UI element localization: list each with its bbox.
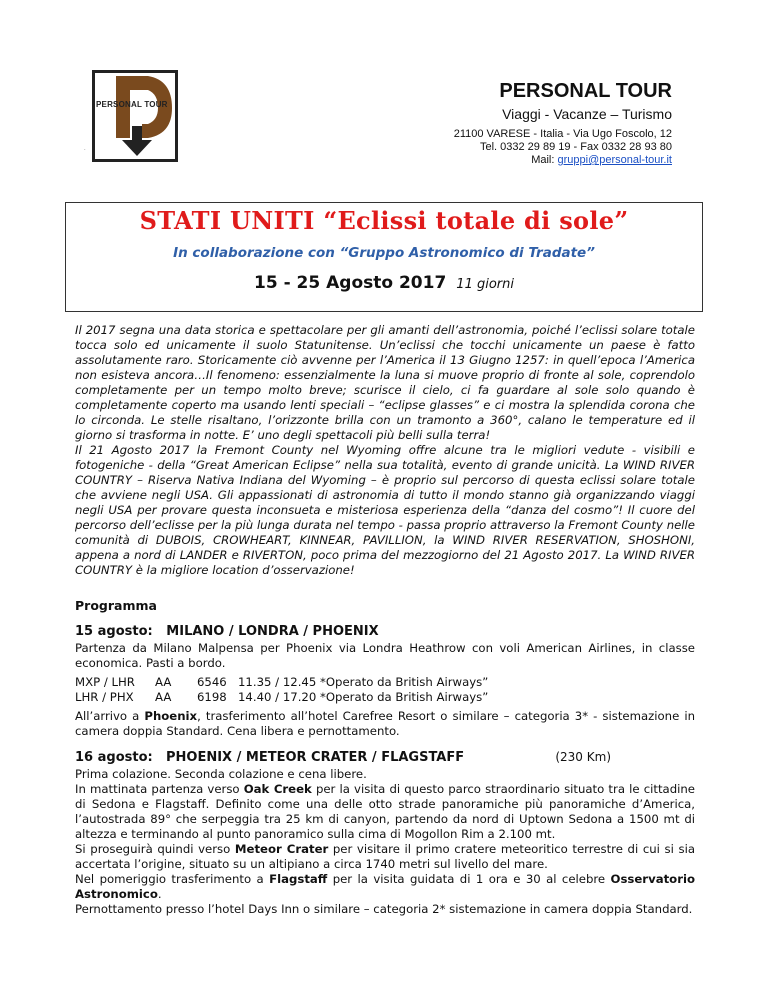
day-text: All’arrivo a Phoenix, trasferimento all’hotel Carefree Resort o similare – categoria 3* - sistemazione in camera doppia Standard. Cena libera e pernottamento. bbox=[75, 709, 695, 738]
intro-paragraph: Il 21 Agosto 2017 la Fremont County nel Wyoming offre alcune tra le migliori vedute - visibili e fotogeniche - della “Great American Eclipse” nella sua totalità, evento di grande unicità. La WIND RIVER COUNTRY – Riserva Nativa Indiana del Wyoming – è proprio sul percorso di questa eclissi solare totale che avviene negli USA. Gli appassionati di astronomia di tutto il mondo stanno già organizzando viaggi negli USA per provare questa inconsueta e misteriosa esperienza della “danza del cosmo”! Il cuore del percorso dell’eclisse per la più lunga durata nel tempo - passa proprio attraverso la Fremont County nelle comunità di DUBOIS, CROWHEART, KINNEAR, PAVILLION, la WIND RIVER RESERVATION, SHOSHONI, appena a nord di LANDER e RIVERTON, poco prima del mezzogiorno del 21 Agosto 2017. La WIND RIVER COUNTRY è la migliore location d’osservazione! bbox=[75, 443, 695, 577]
intro-text bbox=[75, 323, 695, 578]
day-text: Pernottamento presso l’hotel Days Inn o similare – categoria 2* sistemazione in camera doppia Standard. bbox=[75, 902, 693, 916]
day-date: 16 agosto: bbox=[75, 750, 153, 765]
title-box bbox=[65, 202, 703, 312]
company-tagline: Viaggi - Vacanze – Turismo bbox=[502, 106, 672, 122]
logo-graphic bbox=[92, 70, 178, 162]
day-text: In mattinata partenza verso Oak Creek per la visita di questo parco straordinario situato tra le cittadine di Sedona e Flagstaff. Definito come una delle otto strade panoramiche più panoramiche d’America, l’autostrada 89° che serpeggia tra 25 km di canyon, partendo da nord di Uptown Sedona a 1500 mt di altezza e terminando al punto panoramico sulla cima di Mogollon Rim a 2.100 mt. bbox=[75, 782, 695, 841]
flight-row bbox=[75, 690, 695, 705]
company-info bbox=[454, 80, 672, 167]
day-text: Nel pomeriggio trasferimento a Flagstaff per la visita guidata di 1 ora e 30 al celebre Osservatorio Astronomico. bbox=[75, 872, 695, 901]
page-subtitle: In collaborazione con “Gruppo Astronomico di Tradate” bbox=[173, 245, 595, 261]
flight-route: LHR / PHX bbox=[75, 690, 134, 704]
company-phone: Tel. 0332 29 89 19 - Fax 0332 28 93 80 bbox=[479, 141, 672, 153]
day-date: 15 agosto: bbox=[75, 624, 153, 639]
day-distance: (230 Km) bbox=[555, 750, 611, 764]
flight-number: 6198 bbox=[197, 690, 227, 704]
flight-row bbox=[75, 675, 695, 690]
day-heading bbox=[75, 624, 695, 639]
logo-text: PERSONAL TOUR bbox=[96, 100, 168, 109]
day-text: Si proseguirà quindi verso Meteor Crater per visitare il primo cratere meteoritico terrestre di cui si sia accertata l’origine, situato su un altipiano a circa 1740 metri sul livello del mare. bbox=[75, 842, 695, 871]
program-section bbox=[75, 598, 695, 917]
company-logo bbox=[92, 70, 178, 162]
flight-number: 6546 bbox=[197, 675, 227, 689]
flight-info: 14.40 / 17.20 *Operato da British Airways” bbox=[238, 690, 489, 704]
intro-paragraph: Il 2017 segna una data storica e spettacolare per gli amanti dell’astronomia, poiché l’eclissi solare totale tocca solo ed unicamente il suolo Statunitense. Un’eclissi che tocchi unicamente un paese è fatto assolutamente raro. Storicamente ciò avvenne per l’America il 13 Giugno 1257: in quell’epoca l’America non esisteva ancora…Il fenomeno: essenzialmente la luna si muove proprio di fronte al sole, coprendolo completamente per un tempo molto breve; scurisce il cielo, ci fa guardare al sole solo quando è completamente coperto ma usando lenti speciali – “eclipse glasses” e ci mostra la splendida corona che lo circonda. Le stelle risaltano, l’orizzonte brilla con un tramonto a 360°, calano le temperature ed il giorno si trasforma in notte. E’ uno degli spettacoli più belli sulla terra! bbox=[75, 323, 695, 442]
day-heading bbox=[75, 750, 695, 765]
tour-dates bbox=[66, 273, 702, 293]
day-text: Partenza da Milano Malpensa per Phoenix via Londra Heathrow con voli American Airlines, in classe economica. Pasti a bordo. bbox=[75, 641, 695, 670]
day-route: PHOENIX / METEOR CRATER / FLAGSTAFF bbox=[166, 750, 465, 765]
flight-carrier: AA bbox=[155, 690, 172, 704]
page-title: STATI UNITI “Eclissi totale di sole” bbox=[139, 206, 629, 235]
day-text: Prima colazione. Seconda colazione e cena libere. bbox=[75, 767, 367, 781]
mail-label: Mail: bbox=[531, 154, 555, 166]
flight-route: MXP / LHR bbox=[75, 675, 135, 689]
company-name: PERSONAL TOUR bbox=[499, 80, 672, 102]
flight-info: 11.35 / 12.45 *Operato da British Airways” bbox=[238, 675, 489, 689]
mail-link[interactable]: gruppi@personal-tour.it bbox=[557, 154, 672, 166]
days-count: 11 giorni bbox=[456, 277, 514, 292]
company-mail bbox=[454, 154, 672, 167]
dates: 15 - 25 Agosto 2017 bbox=[254, 273, 447, 293]
day-route: MILANO / LONDRA / PHOENIX bbox=[166, 624, 379, 639]
program-title: Programma bbox=[75, 598, 157, 613]
flight-table bbox=[75, 675, 695, 705]
company-address: 21100 VARESE - Italia - Via Ugo Foscolo, 12 bbox=[453, 128, 672, 140]
flight-carrier: AA bbox=[155, 675, 172, 689]
